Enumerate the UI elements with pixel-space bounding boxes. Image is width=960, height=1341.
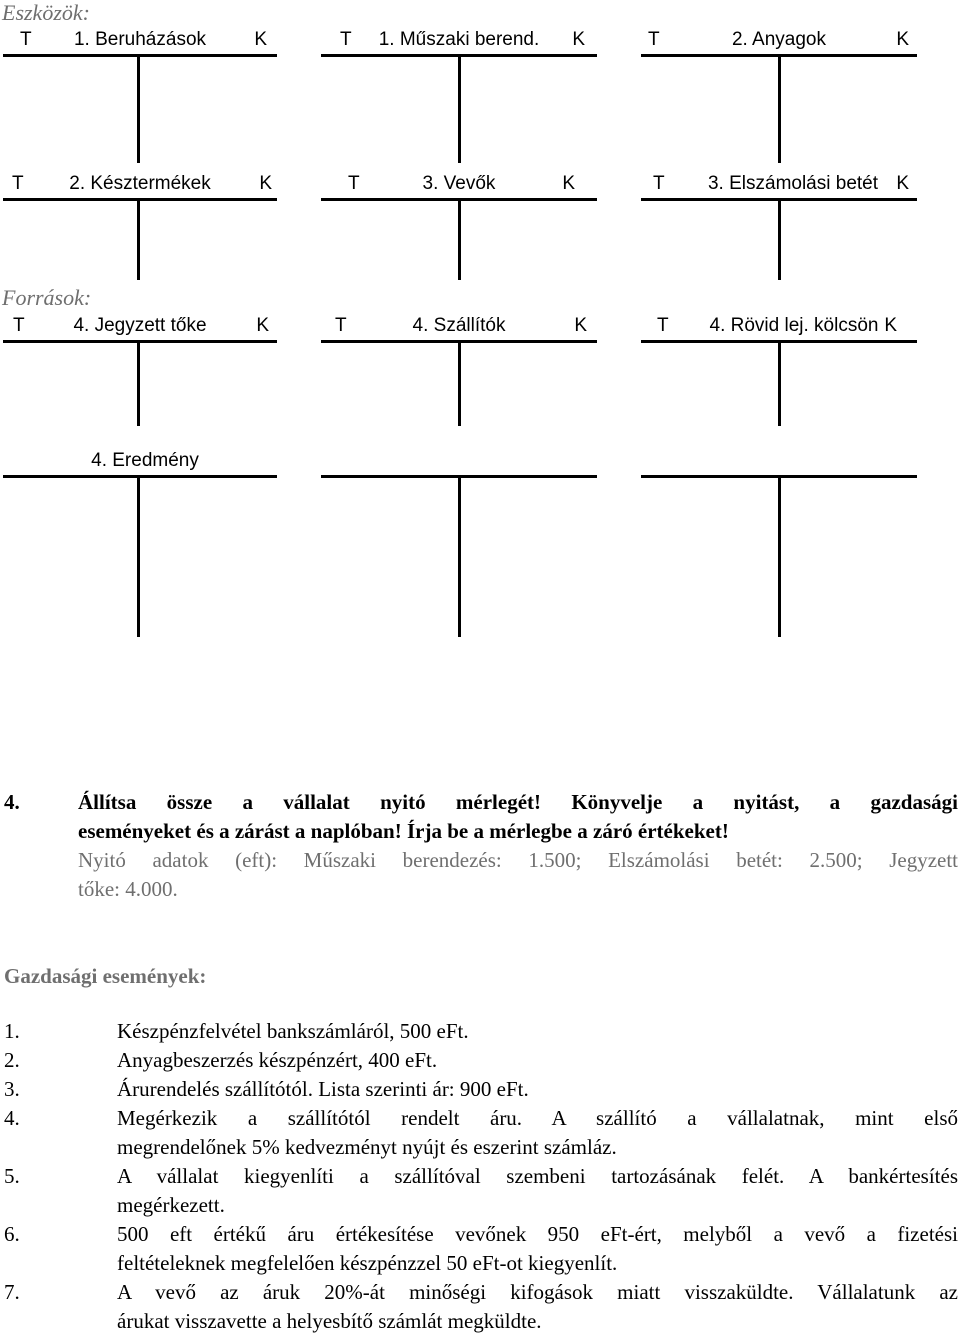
- debit-label: T: [648, 29, 660, 50]
- account-name: 1. Műszaki berend.: [378, 29, 540, 50]
- t-account-divider: [778, 56, 781, 163]
- account-name: 3. Elszámolási betét: [707, 173, 879, 194]
- opening-data-line-1: Nyitó adatok (eft): Műszaki berendezés: 1.500; Elszámolási betét: 2.500; Jegyzett: [78, 848, 958, 872]
- event-text: Megérkezik a szállítótól rendelt áru. A szállító a vállalatnak, mint első: [117, 1106, 958, 1130]
- t-account-divider: [778, 342, 781, 426]
- debit-label: T: [20, 29, 32, 50]
- account-name: 1. Beruházások: [73, 29, 207, 50]
- event-text-continued: megrendelőnek 5% kedvezményt nyújt és eszerint számláz.: [117, 1135, 617, 1159]
- credit-label: K: [896, 173, 909, 194]
- event-text-continued: árukat visszavette a helyesbítő számlát megküldte.: [117, 1309, 542, 1333]
- event-number: 5.: [4, 1164, 20, 1188]
- t-account-divider: [458, 56, 461, 163]
- t-account-top-line: [3, 54, 277, 57]
- t-account-divider: [458, 200, 461, 280]
- credit-label: K: [884, 315, 897, 336]
- event-text: 500 eft értékű áru értékesítése vevőnek 950 eFt-ért, melyből a vevő a fizetési: [117, 1222, 958, 1246]
- credit-label: K: [562, 173, 575, 194]
- opening-data-line-2: tőke: 4.000.: [78, 877, 178, 901]
- event-number: 7.: [4, 1280, 20, 1304]
- credit-label: K: [896, 29, 909, 50]
- credit-label: K: [256, 315, 269, 336]
- debit-label: T: [12, 173, 24, 194]
- event-text: A vevő az áruk 20%-át minőségi kifogások miatt visszaküldte. Vállalatunk az: [117, 1280, 958, 1304]
- t-account-divider: [137, 477, 140, 637]
- debit-label: T: [653, 173, 665, 194]
- account-name: 4. Rövid lej. kölcsön: [709, 315, 879, 336]
- account-name: 4. Jegyzett tőke: [73, 315, 207, 336]
- account-name: 2. Késztermékek: [69, 173, 211, 194]
- t-account-top-line: [3, 475, 277, 478]
- task-number: 4.: [4, 790, 20, 814]
- t-account-divider: [778, 477, 781, 637]
- t-account-divider: [137, 56, 140, 163]
- debit-label: T: [335, 315, 347, 336]
- liabilities-section-label: Források:: [2, 285, 92, 310]
- task-block: [4, 788, 958, 908]
- credit-label: K: [574, 315, 587, 336]
- t-account-divider: [137, 200, 140, 280]
- account-name: 2. Anyagok: [731, 29, 827, 50]
- event-text-continued: megérkezett.: [117, 1193, 225, 1217]
- t-account-top-line: [3, 198, 277, 201]
- task-instruction-line-2: eseményeket és a zárást a naplóban! Írja be a mérlegbe a záró értékeket!: [78, 819, 729, 843]
- event-number: 1.: [4, 1019, 20, 1043]
- t-account-divider: [458, 342, 461, 426]
- debit-label: T: [340, 29, 352, 50]
- event-text: A vállalat kiegyenlíti a szállítóval szembeni tartozásának felét. A bankértesítés: [117, 1164, 958, 1188]
- event-number: 3.: [4, 1077, 20, 1101]
- debit-label: T: [13, 315, 25, 336]
- credit-label: K: [572, 29, 585, 50]
- account-name: 4. Szállítók: [412, 315, 506, 336]
- task-instruction-line-1: Állítsa össze a vállalat nyitó mérlegét! Könyvelje a nyitást, a gazdasági: [78, 790, 958, 814]
- t-account-divider: [458, 477, 461, 637]
- assets-section-label: Eszközök:: [2, 0, 90, 25]
- event-number: 6.: [4, 1222, 20, 1246]
- event-text: Árurendelés szállítótól. Lista szerinti ár: 900 eFt.: [117, 1077, 529, 1101]
- t-account-top-line: [3, 340, 277, 343]
- t-account-divider: [137, 342, 140, 426]
- debit-label: T: [348, 173, 360, 194]
- debit-label: T: [657, 315, 669, 336]
- credit-label: K: [254, 29, 267, 50]
- event-text: Készpénzfelvétel bankszámláról, 500 eFt.: [117, 1019, 469, 1043]
- account-name: 3. Vevők: [422, 173, 496, 194]
- event-text-continued: feltételeknek megfelelően készpénzzel 50 eFt-ot kiegyenlít.: [117, 1251, 618, 1275]
- event-number: 2.: [4, 1048, 20, 1072]
- event-text: Anyagbeszerzés készpénzért, 400 eFt.: [117, 1048, 438, 1072]
- event-number: 4.: [4, 1106, 20, 1130]
- credit-label: K: [259, 173, 272, 194]
- account-name: 4. Eredmény: [91, 450, 199, 471]
- events-list: [0, 1017, 960, 1337]
- t-account-divider: [778, 200, 781, 280]
- events-title: Gazdasági események:: [4, 964, 207, 988]
